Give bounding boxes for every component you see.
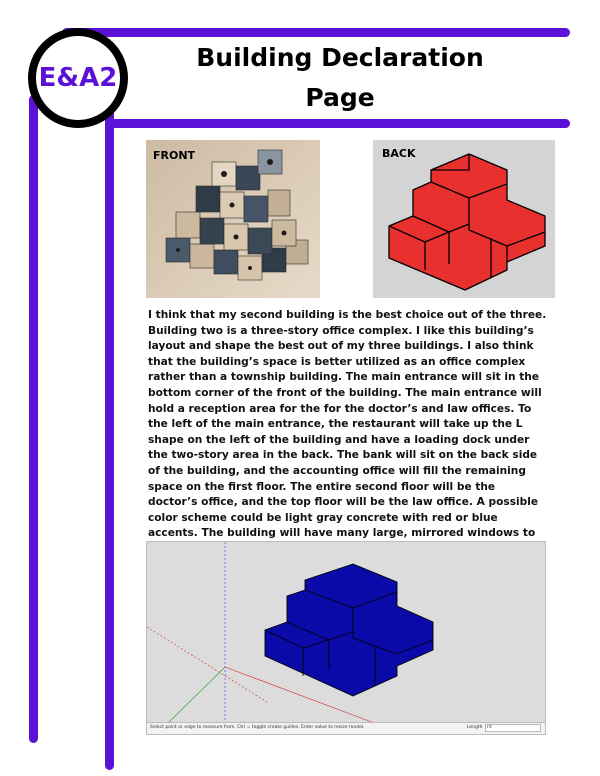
badge-label: E&A2 (38, 63, 118, 93)
back-red-model (373, 140, 555, 298)
status-text: Select point or edge to measure from. Ctrl = toggle create guides. Enter value to resize model. (150, 725, 365, 730)
top-border-bar (62, 28, 570, 37)
left-outer-bar (29, 95, 38, 743)
back-model-image (373, 140, 555, 298)
model-viewport[interactable] (146, 541, 546, 735)
left-inner-bar (105, 50, 114, 770)
header-underline-bar (105, 119, 570, 128)
back-label: BACK (382, 147, 416, 160)
length-input[interactable]: rd (485, 724, 541, 732)
page-title (190, 38, 490, 118)
red-axis-dashed (147, 627, 267, 702)
course-badge (28, 28, 128, 128)
green-axis (167, 667, 225, 724)
building-description: I think that my second building is the best choice out of the three. Building two is a three-story office complex. I like this building’s layout and shape the best out of my three buildings. I also think that the building’s space is better utilized as an office complex rather than a township building. The main entrance will sit in the bottom corner of the front of the building. The main entrance will hold a reception area for the for the doctor’s and law offices. To the left of the main entrance, the restaurant will take up the L shape on the left of the building and have a loading dock under the two-story area in the back. The bank will sit on the back side of the building, and the accounting office will fill the remaining space on the first floor. The entire second floor will be the doctor’s office, and the top floor will be the law office. A possible color scheme could be light gray concrete with red or blue accents. The building will have many large, mirrored windows to (148, 309, 547, 540)
title-line-1: Building Declaration (196, 43, 484, 72)
front-photo (146, 140, 320, 298)
blue-model-drawing (147, 542, 546, 724)
front-label: FRONT (153, 149, 196, 162)
front-cubes-illustration (146, 140, 320, 298)
title-line-2: Page (305, 83, 375, 112)
length-label: Length (467, 725, 483, 730)
status-bar (147, 722, 545, 734)
blue-building (265, 564, 433, 696)
